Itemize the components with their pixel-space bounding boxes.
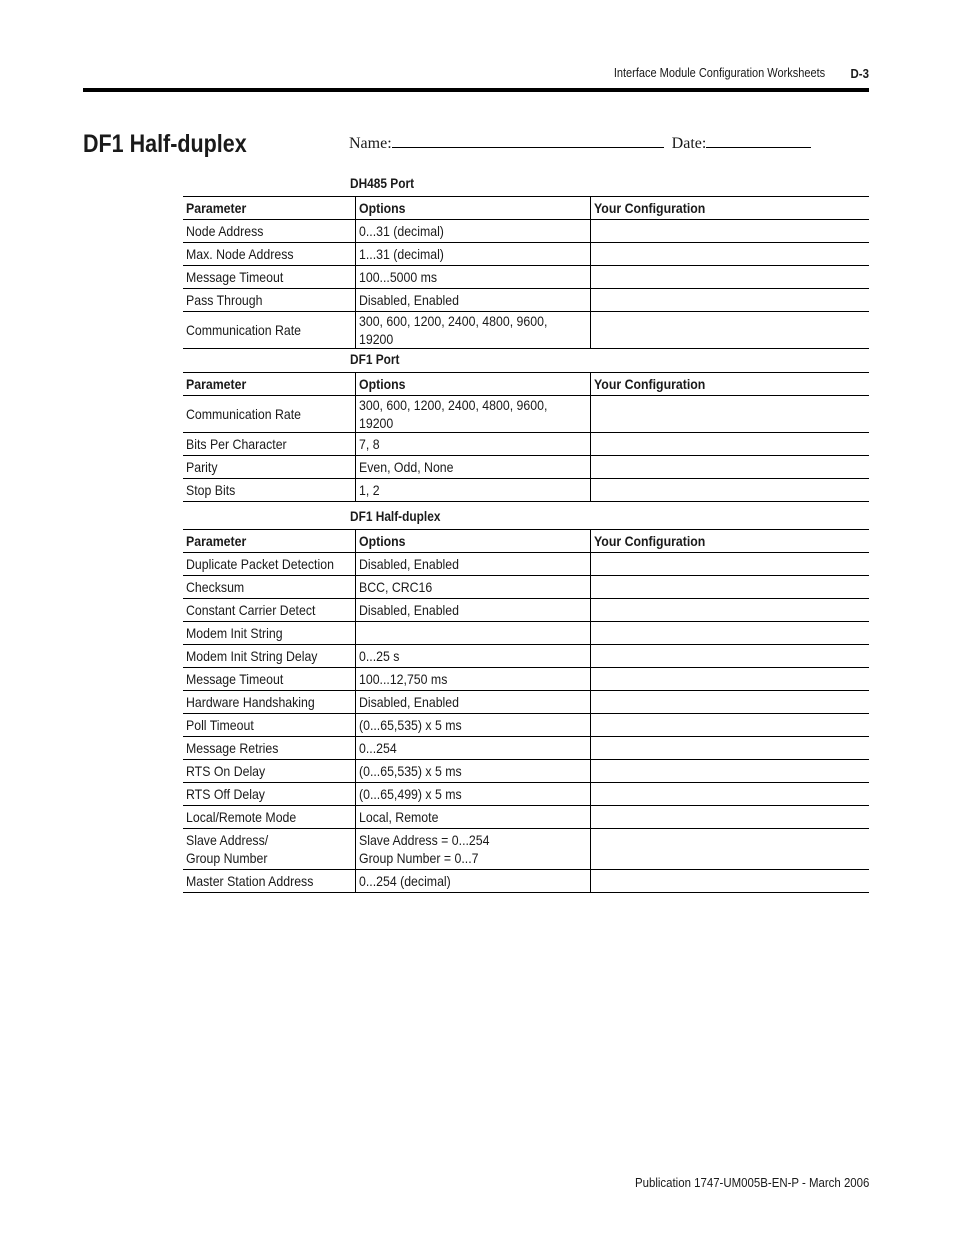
column-header-parameter <box>183 373 355 396</box>
parameter-cell <box>183 760 355 783</box>
parameter-cell <box>183 576 355 599</box>
header-rule <box>83 88 869 92</box>
parameter-cell <box>183 433 355 456</box>
parameter-value: Checksum <box>186 579 245 595</box>
options-value: 7, 8 <box>358 436 380 452</box>
options-value: 1...31 (decimal) <box>358 246 444 262</box>
parameter-value: Communication Rate <box>186 406 302 422</box>
options-cell <box>355 668 590 691</box>
options-value: 0...254 (decimal) <box>358 873 451 889</box>
parameter-cell <box>183 220 355 243</box>
parameter-cell <box>183 783 355 806</box>
table-row <box>183 714 869 737</box>
table-header-row <box>183 373 869 396</box>
options-cell <box>355 714 590 737</box>
name-date-form <box>349 135 811 153</box>
options-value: 100...12,750 ms <box>358 671 447 687</box>
table-row <box>183 760 869 783</box>
parameter-value: Bits Per Character <box>186 436 287 452</box>
parameter-cell <box>183 266 355 289</box>
options-cell <box>355 243 590 266</box>
parameter-cell <box>183 599 355 622</box>
column-header-label: Your Configuration <box>593 200 705 216</box>
parameter-value: Constant Carrier Detect <box>186 602 316 618</box>
config-entry-cell[interactable] <box>590 456 869 479</box>
parameter-value: Node Address <box>186 223 264 239</box>
column-header-options <box>355 373 590 396</box>
table-row <box>183 479 869 502</box>
table-row <box>183 266 869 289</box>
page-number: D-3 <box>850 66 869 81</box>
column-header-options <box>355 197 590 220</box>
table-row <box>183 289 869 312</box>
column-header-label: Parameter <box>186 376 247 392</box>
config-entry-cell[interactable] <box>590 396 869 433</box>
column-header-parameter <box>183 530 355 553</box>
options-value: 300, 600, 1200, 2400, 4800, 9600, 19200 <box>358 397 547 431</box>
parameter-value: Communication Rate <box>186 322 302 338</box>
df1-port-table <box>183 372 869 502</box>
table-row <box>183 622 869 645</box>
table-header-row <box>183 530 869 553</box>
options-cell <box>355 599 590 622</box>
parameter-cell <box>183 243 355 266</box>
options-value: Disabled, Enabled <box>358 556 459 572</box>
config-entry-cell[interactable] <box>590 266 869 289</box>
table-row <box>183 433 869 456</box>
date-blank-line[interactable] <box>706 135 811 148</box>
config-entry-cell[interactable] <box>590 220 869 243</box>
options-cell <box>355 806 590 829</box>
options-value: (0...65,499) x 5 ms <box>358 786 462 802</box>
options-cell <box>355 829 590 870</box>
table-row <box>183 783 869 806</box>
parameter-value: Max. Node Address <box>186 246 294 262</box>
config-entry-cell[interactable] <box>590 479 869 502</box>
config-entry-cell[interactable] <box>590 433 869 456</box>
parameter-value: RTS Off Delay <box>186 786 265 802</box>
options-cell <box>355 783 590 806</box>
options-cell <box>355 220 590 243</box>
config-entry-cell[interactable] <box>590 243 869 266</box>
column-header-your-configuration <box>590 373 869 396</box>
config-entry-cell[interactable] <box>590 668 869 691</box>
config-entry-cell[interactable] <box>590 783 869 806</box>
config-entry-cell[interactable] <box>590 312 869 349</box>
column-header-label: Parameter <box>186 533 247 549</box>
table-row <box>183 599 869 622</box>
running-header-title: Interface Module Configuration Worksheets <box>613 66 825 80</box>
column-header-your-configuration <box>590 197 869 220</box>
options-value: Even, Odd, None <box>358 459 454 475</box>
table-caption-df1-half-duplex: DF1 Half-duplex <box>350 509 441 524</box>
table-row <box>183 870 869 893</box>
options-cell <box>355 479 590 502</box>
column-header-label: Options <box>358 533 406 549</box>
options-value: (0...65,535) x 5 ms <box>358 763 462 779</box>
column-header-parameter <box>183 197 355 220</box>
config-entry-cell[interactable] <box>590 645 869 668</box>
parameter-value: Modem Init String Delay <box>186 648 318 664</box>
options-value: Local, Remote <box>358 809 438 825</box>
parameter-value: Message Timeout <box>186 269 284 285</box>
config-entry-cell[interactable] <box>590 691 869 714</box>
publication-footer: Publication 1747-UM005B-EN-P - March 2006 <box>634 1175 869 1190</box>
table-row <box>183 645 869 668</box>
options-cell <box>355 266 590 289</box>
parameter-value: Slave Address/ Group Number <box>186 832 269 866</box>
parameter-value: Pass Through <box>186 292 263 308</box>
parameter-cell <box>183 396 355 433</box>
parameter-cell <box>183 479 355 502</box>
table-row <box>183 456 869 479</box>
parameter-value: Message Timeout <box>186 671 284 687</box>
options-cell <box>355 760 590 783</box>
name-label: Name: <box>349 135 392 152</box>
table-row <box>183 243 869 266</box>
config-entry-cell[interactable] <box>590 737 869 760</box>
column-header-label: Options <box>358 200 406 216</box>
table-header-row <box>183 197 869 220</box>
parameter-value: Duplicate Packet Detection <box>186 556 334 572</box>
options-cell <box>355 312 590 349</box>
options-value: BCC, CRC16 <box>358 579 432 595</box>
table-row <box>183 312 869 349</box>
parameter-value: Message Retries <box>186 740 279 756</box>
column-header-label: Options <box>358 376 406 392</box>
table-row <box>183 668 869 691</box>
table-caption-df1-port: DF1 Port <box>350 352 400 367</box>
parameter-cell <box>183 645 355 668</box>
df1-half-duplex-table <box>183 529 869 893</box>
parameter-value: Master Station Address <box>186 873 314 889</box>
options-cell <box>355 576 590 599</box>
table-row <box>183 396 869 433</box>
parameter-cell <box>183 312 355 349</box>
parameter-cell <box>183 553 355 576</box>
config-entry-cell[interactable] <box>590 576 869 599</box>
config-entry-cell[interactable] <box>590 289 869 312</box>
config-entry-cell[interactable] <box>590 760 869 783</box>
table-caption-dh485: DH485 Port <box>350 176 415 191</box>
config-entry-cell[interactable] <box>590 806 869 829</box>
table-row <box>183 691 869 714</box>
parameter-cell <box>183 870 355 893</box>
parameter-cell <box>183 806 355 829</box>
column-header-options <box>355 530 590 553</box>
column-header-label: Your Configuration <box>593 533 705 549</box>
parameter-cell <box>183 456 355 479</box>
options-value: Disabled, Enabled <box>358 602 459 618</box>
parameter-cell <box>183 829 355 870</box>
config-entry-cell[interactable] <box>590 622 869 645</box>
column-header-label: Your Configuration <box>593 376 705 392</box>
table-row <box>183 220 869 243</box>
options-cell <box>355 691 590 714</box>
options-value: 1, 2 <box>358 482 380 498</box>
table-row <box>183 553 869 576</box>
page-title: DF1 Half-duplex <box>83 130 247 158</box>
config-entry-cell[interactable] <box>590 553 869 576</box>
parameter-cell <box>183 289 355 312</box>
options-cell <box>355 737 590 760</box>
parameter-value: Stop Bits <box>186 482 236 498</box>
table-row <box>183 737 869 760</box>
options-cell <box>355 553 590 576</box>
date-label: Date: <box>671 135 707 152</box>
table-row <box>183 806 869 829</box>
config-entry-cell[interactable] <box>590 870 869 893</box>
parameter-value: Poll Timeout <box>186 717 254 733</box>
options-cell <box>355 622 590 645</box>
options-value: 100...5000 ms <box>358 269 437 285</box>
parameter-value: Parity <box>186 459 218 475</box>
options-value: 0...31 (decimal) <box>358 223 444 239</box>
parameter-value: Hardware Handshaking <box>186 694 315 710</box>
options-cell <box>355 870 590 893</box>
options-cell <box>355 433 590 456</box>
parameter-value: Local/Remote Mode <box>186 809 297 825</box>
parameter-value: Modem Init String <box>186 625 283 641</box>
parameter-cell <box>183 737 355 760</box>
options-cell <box>355 396 590 433</box>
options-value: 0...25 s <box>358 648 399 664</box>
table-row <box>183 829 869 870</box>
options-cell <box>355 645 590 668</box>
column-header-label: Parameter <box>186 200 247 216</box>
config-entry-cell[interactable] <box>590 599 869 622</box>
options-cell <box>355 289 590 312</box>
options-cell <box>355 456 590 479</box>
parameter-value: RTS On Delay <box>186 763 266 779</box>
options-value: (0...65,535) x 5 ms <box>358 717 462 733</box>
options-value: Disabled, Enabled <box>358 292 459 308</box>
column-header-your-configuration <box>590 530 869 553</box>
parameter-cell <box>183 622 355 645</box>
table-row <box>183 576 869 599</box>
parameter-cell <box>183 714 355 737</box>
parameter-cell <box>183 668 355 691</box>
parameter-cell <box>183 691 355 714</box>
config-entry-cell[interactable] <box>590 829 869 870</box>
options-value: Slave Address = 0...254 Group Number = 0...7 <box>358 832 489 866</box>
options-value: 300, 600, 1200, 2400, 4800, 9600, 19200 <box>358 313 547 347</box>
options-value: Disabled, Enabled <box>358 694 459 710</box>
options-value: 0...254 <box>358 740 397 756</box>
config-entry-cell[interactable] <box>590 714 869 737</box>
name-blank-line[interactable] <box>392 135 664 148</box>
dh485-port-table <box>183 196 869 349</box>
